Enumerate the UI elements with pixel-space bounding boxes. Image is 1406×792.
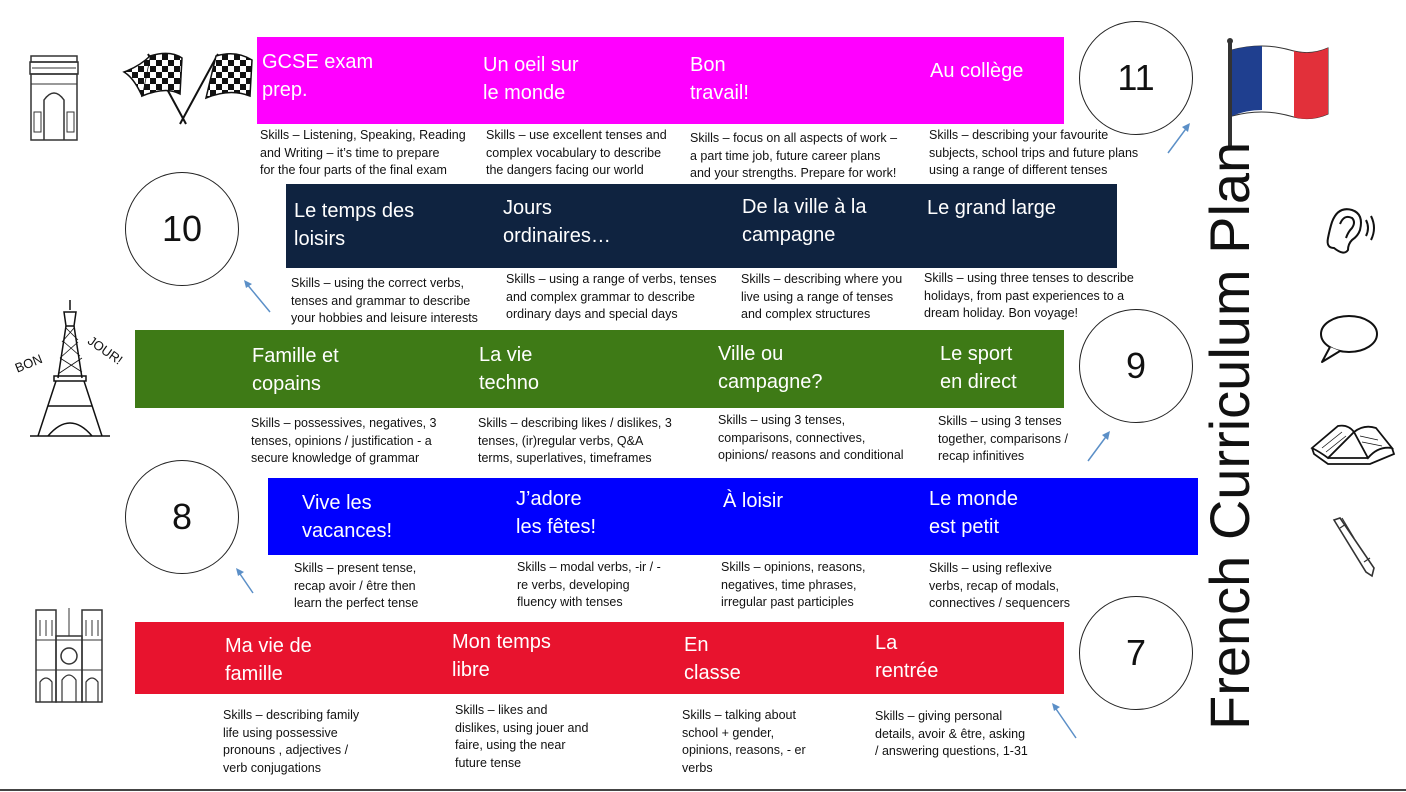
skills-text: Skills – using three tenses to describe holidays, from past experiences to a dream holiday. Bon voyage!	[924, 271, 1134, 320]
topic-title: Le monde est petit	[929, 488, 1018, 538]
topic-title: En classe	[684, 634, 741, 684]
arc-de-triomphe-icon	[28, 54, 80, 142]
skills-text: Skills – using reflexive verbs, recap of modals, connectives / sequencers	[929, 561, 1071, 610]
skills-text: Skills – describing your favourite subjects, school trips and future plans using a range of different tenses	[929, 128, 1139, 177]
notre-dame-icon	[34, 606, 104, 704]
year-7-circle: 7	[1079, 596, 1193, 710]
skills-text: Skills – opinions, reasons, negatives, time phrases, irregular past participles	[721, 560, 866, 609]
french-flag-icon	[1224, 38, 1332, 148]
topic-title: Vive les vacances!	[302, 492, 393, 542]
topic-title: Le grand large	[927, 197, 1056, 219]
skills-text: Skills – describing likes / dislikes, 3 tenses, (ir)regular verbs, Q&A terms, superlatives, timeframes	[478, 416, 672, 465]
topic-title: La rentrée	[875, 632, 939, 682]
topic-title: GCSE exam prep.	[262, 51, 374, 101]
arrow-icon	[240, 276, 274, 316]
arrow-icon	[232, 564, 258, 596]
ear-listening-icon	[1324, 204, 1382, 256]
topic-title: Ma vie de famille	[225, 635, 312, 685]
skills-text: Skills – modal verbs, -ir / - re verbs, developing fluency with tenses	[517, 560, 661, 609]
svg-text:BON: BON	[12, 351, 45, 376]
pen-icon	[1328, 516, 1380, 580]
topic-title: Famille et copains	[252, 345, 339, 395]
skills-text: Skills – likes and dislikes, using jouer and faire, using the near future tense	[455, 703, 589, 770]
open-book-icon	[1308, 418, 1396, 468]
divider	[0, 789, 1406, 791]
skills-text: Skills – present tense, recap avoir / être then learn the perfect tense	[294, 561, 419, 610]
topic-title: Bon travail!	[690, 54, 749, 104]
skills-text: Skills – using a range of verbs, tenses and complex grammar to describe ordinary days and special days	[506, 272, 717, 321]
topic-title: Au collège	[930, 60, 1024, 82]
skills-text: Skills – focus on all aspects of work – a part time job, future career plans and your strengths. Prepare for work!	[690, 131, 898, 180]
topic-title: Ville ou campagne?	[718, 343, 823, 393]
year-8-circle: 8	[125, 460, 239, 574]
chequered-flags-icon	[120, 48, 256, 126]
skills-text: Skills – using the correct verbs, tenses and grammar to describe your hobbies and leisure interests	[291, 276, 478, 325]
year-10-circle: 10	[125, 172, 239, 286]
topic-title: La vie techno	[479, 344, 540, 394]
skills-text: Skills – using 3 tenses together, comparisons / recap infinitives	[938, 414, 1068, 463]
skills-text: Skills – possessives, negatives, 3 tenses, opinions / justification - a secure knowledge of grammar	[251, 416, 437, 465]
skills-text: Skills – describing where you live using a range of tenses and complex structures	[741, 272, 903, 321]
page-title: French Curriculum Plan	[1198, 141, 1261, 730]
year-11-circle: 11	[1079, 21, 1193, 135]
arrow-icon	[1084, 428, 1114, 464]
skills-text: Skills – using 3 tenses, comparisons, connectives, opinions/ reasons and conditional	[718, 413, 904, 462]
topic-title: J’adore les fêtes!	[516, 488, 597, 538]
speech-bubble-icon	[1316, 312, 1380, 366]
topic-title: Un oeil sur le monde	[483, 54, 579, 104]
topic-title: Jours ordinaires…	[503, 197, 611, 247]
arrow-icon	[1164, 120, 1194, 156]
skills-text: Skills – describing family life using possessive pronouns , adjectives / verb conjugations	[223, 708, 360, 775]
topic-title: À loisir	[723, 490, 784, 512]
eiffel-tower-icon	[8, 298, 134, 440]
topic-title: De la ville à la campagne	[742, 196, 867, 246]
skills-text: Skills – Listening, Speaking, Reading and Writing – it’s time to prepare for the four parts of the final exam	[260, 128, 466, 177]
svg-text:JOUR!: JOUR!	[84, 332, 126, 368]
topic-title: Le temps des loisirs	[294, 200, 415, 250]
topic-title: Le sport en direct	[940, 343, 1017, 393]
arrow-icon	[1048, 700, 1082, 742]
skills-text: Skills – talking about school + gender, opinions, reasons, - er verbs	[682, 708, 806, 775]
skills-text: Skills – giving personal details, avoir & être, asking / answering questions, 1-31	[875, 709, 1028, 758]
topic-title: Mon temps libre	[452, 631, 551, 681]
year-9-circle: 9	[1079, 309, 1193, 423]
skills-text: Skills – use excellent tenses and complex vocabulary to describe the dangers facing our world	[486, 128, 667, 177]
